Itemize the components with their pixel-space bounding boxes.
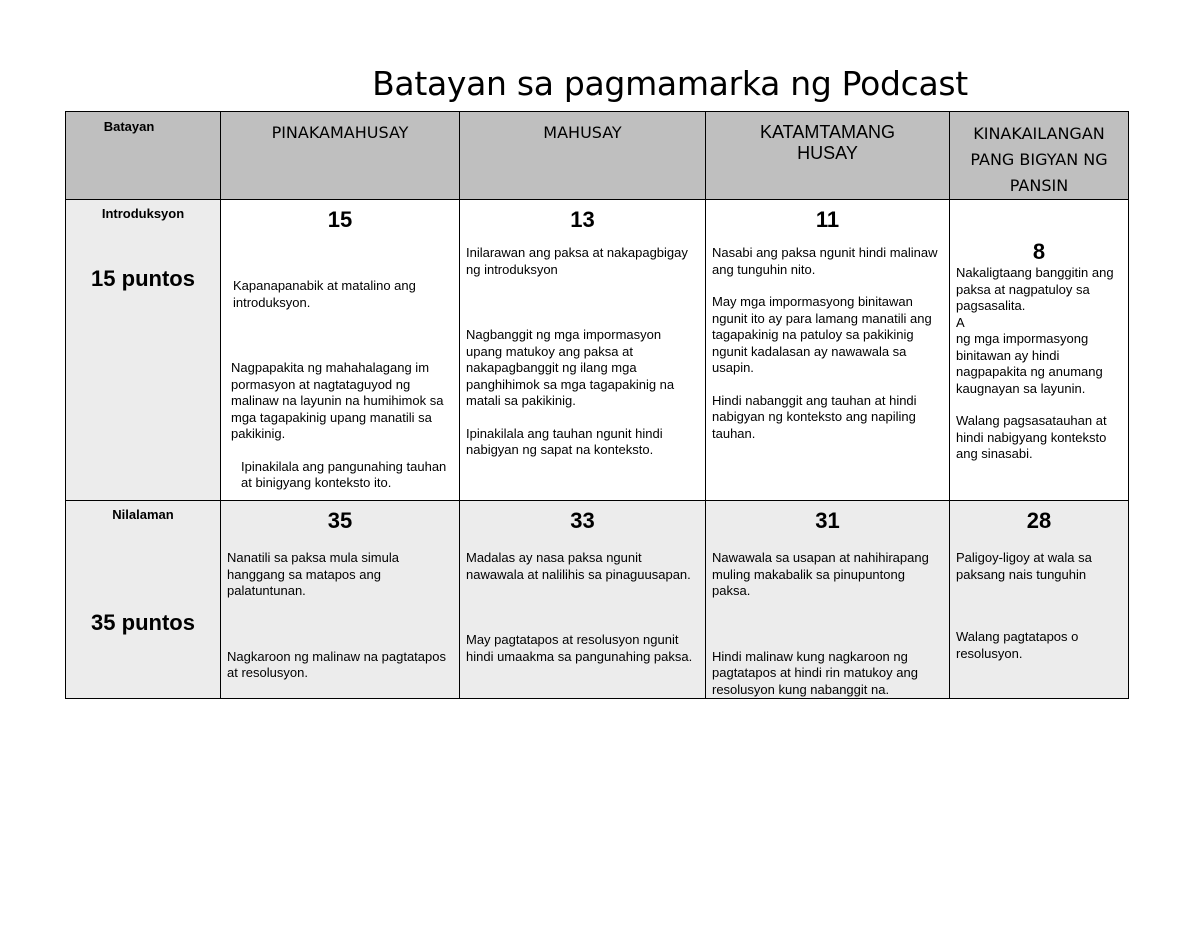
score-cell (950, 501, 1129, 699)
criterion-cell (66, 200, 221, 501)
score-description (706, 245, 949, 442)
description-text: Nagpapakita ng mahahalagang im pormasyon at nagtataguyod ng malinaw na layunin na humihimok sa mga tagapakinig upang manatili sa pakikinig. (231, 360, 444, 441)
score-description (460, 550, 705, 665)
score-cell (221, 501, 460, 699)
header-criteria-cell (66, 112, 221, 200)
score-cell (706, 501, 950, 699)
description-text: May mga impormasyong binitawan ngunit ito ay para lamang manatili ang tagapakinig na patuloy sa pakikinig ngunit kadalasan ay nawawala sa usapin. (712, 294, 932, 375)
description-text: Inilarawan ang paksa at nakapagbigay ng introduksyon (466, 245, 688, 277)
description-text: Nawawala sa usapan at nahihirapang muling makabalik sa pinupuntong paksa. (712, 550, 929, 598)
criterion-cell (66, 501, 221, 699)
score-cell (460, 200, 706, 501)
description-text: Nagbanggit ng mga impormasyon upang matukoy ang paksa at nakapagbanggit ng ilang mga panghihimok sa mga tagapakinig na matali sa pakikinig. (466, 327, 675, 408)
criterion-points: 15 puntos (91, 266, 195, 291)
score-description (460, 245, 705, 459)
header-level-cell (460, 112, 706, 200)
score-value: 28 (1026, 508, 1052, 533)
description-text: Paligoy-ligoy at wala sa paksang nais tunguhin (956, 550, 1092, 582)
description-text: Hindi nabanggit ang tauhan at hindi nabigyan ng konteksto ang napiling tauhan. (712, 392, 917, 441)
description-text: Nagkaroon ng malinaw na pagtatapos at resolusyon. (227, 648, 446, 680)
criterion-label: Introduksyon (101, 206, 185, 221)
score-value: 11 (815, 207, 840, 232)
rubric-table (65, 111, 1129, 699)
score-cell (950, 200, 1129, 501)
description-text: May pagtatapos at resolusyon ngunit hindi umaakma sa pangunahing paksa. (466, 632, 693, 664)
level-label-pinakamahusay: PINAKAMAHUSAY (271, 123, 409, 142)
score-description (950, 550, 1128, 662)
description-text: A (956, 314, 965, 330)
description-text: Nasabi ang paksa ngunit hindi malinaw ang tunguhin nito. (712, 245, 938, 277)
score-value: 35 (327, 508, 353, 533)
criterion-row-introduksyon (66, 200, 1129, 501)
description-text: Walang pagsasatauhan at hindi nabigyang konteksto ang sinasabi. (956, 413, 1107, 461)
score-value: 8 (1032, 239, 1046, 264)
description-text: Nanatili sa paksa mula simula hanggang sa matapos ang palatuntunan. (227, 550, 399, 598)
description-text: Ipinakilala ang pangunahing tauhan at binigyang konteksto ito. (241, 458, 447, 490)
score-value: 13 (570, 207, 595, 232)
score-description (221, 550, 459, 682)
criterion-row-nilalaman (66, 501, 1129, 699)
description-text: Nakaligtaang banggitin ang paksa at nagpatuloy sa pagsasalita. (956, 265, 1114, 313)
score-cell (221, 200, 460, 501)
score-value: 15 (327, 207, 353, 232)
level-label-kinakailangan: KINAKAILANGAN PANG BIGYAN NG PANSIN (970, 124, 1108, 195)
criterion-points: 35 puntos (91, 610, 195, 635)
header-level-cell (221, 112, 460, 200)
description-text: Walang pagtatapos o resolusyon. (956, 629, 1079, 661)
score-value: 31 (815, 508, 840, 533)
score-cell (460, 501, 706, 699)
score-description (706, 550, 949, 698)
page-title: Batayan sa pagmamarka ng Podcast (372, 64, 968, 103)
score-cell (706, 200, 950, 501)
score-description (950, 265, 1128, 463)
score-value: 33 (570, 508, 595, 533)
description-text: ng mga impormasyong binitawan ay hindi nagpapakita ng anumang kaugnayan sa layunin. (956, 331, 1103, 396)
header-criteria-label: Batayan (103, 119, 155, 134)
score-description (221, 278, 459, 492)
header-level-cell (950, 112, 1129, 200)
criterion-label: Nilalaman (112, 507, 174, 522)
header-row (66, 112, 1129, 200)
level-label-katamtamang-husay: KATAMTAMANG HUSAY (760, 122, 895, 163)
level-label-mahusay: MAHUSAY (543, 123, 622, 142)
header-level-cell (706, 112, 950, 200)
description-text: Kapanapanabik at matalino ang introduksyon. (233, 278, 416, 310)
description-text: Ipinakilala ang tauhan ngunit hindi nabigyan ng sapat na konteksto. (466, 425, 663, 457)
description-text: Hindi malinaw kung nagkaroon ng pagtatapos at hindi rin matukoy ang resolusyon kung nabanggit na. (712, 648, 918, 697)
description-text: Madalas ay nasa paksa ngunit nawawala at nalilihis sa pinaguusapan. (466, 550, 691, 582)
